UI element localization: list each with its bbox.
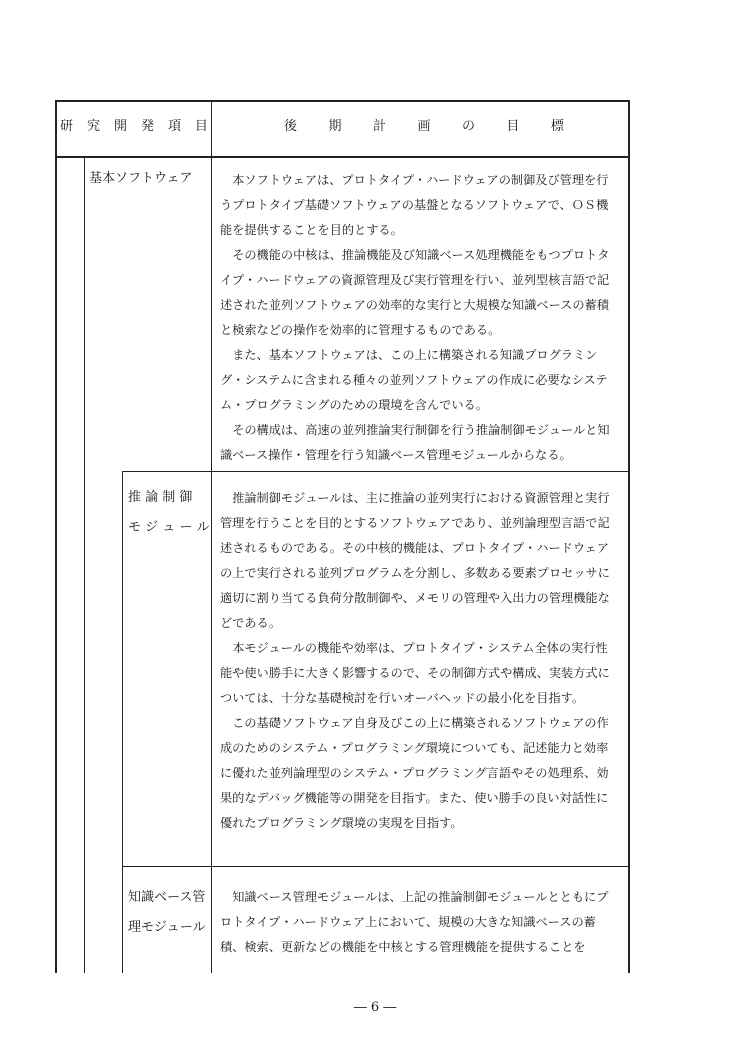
header-left-char: 究 bbox=[86, 119, 100, 134]
label-line: 基本ソフトウェア bbox=[89, 171, 193, 186]
section-divider-2 bbox=[122, 866, 629, 867]
header-left-char: 項 bbox=[167, 119, 181, 134]
header-left-char: 発 bbox=[140, 119, 154, 134]
page-number: ― 6 ― bbox=[353, 1000, 397, 1015]
header-research-item bbox=[60, 115, 208, 134]
label-line: 推 論 制 御 bbox=[128, 490, 193, 505]
table-top-border bbox=[55, 100, 629, 102]
header-left-char: 開 bbox=[113, 119, 127, 134]
paragraph: 推論制御モジュールは、主に推論の並列実行における資源管理と実行管理を行うことを目的とするソフトウェアであり、並列論理型言語で記述されるものである。その中核的機能は、プロトタイプ・ハードウェアの上で実行される並列プログラムを分割し、多数ある要素プロセッサに適切に割り当てる負荷分散制御や、メモリの管理や入出力の管理機能などである。 bbox=[220, 491, 610, 630]
paragraph: 本モジュールの機能や効率は、プロトタイプ・システム全体の実行性能や使い勝手に大きく影響するので、その制御方式や構成、実装方式については、十分な基礎検討を行いオーバヘッドの最小化を目指す。 bbox=[220, 641, 610, 705]
paragraph: 本ソフトウェアは、プロトタイプ・ハードウェアの制御及び管理を行うプロトタイプ基礎ソフトウェアの基盤となるソフトウェアで、ＯＳ機能を提供することを目的とする。 bbox=[220, 173, 609, 237]
header-left-char: 研 bbox=[60, 119, 74, 134]
paragraph: 知識ベース管理モジュールは、上記の推論制御モジュールとともにプロトタイプ・ハードウェア上において、規模の大きな知識ベースの蓄積、検索、更新などの機能を中核とする管理機能を提供することを bbox=[220, 890, 609, 954]
table-right-border bbox=[628, 100, 630, 973]
section-divider-1 bbox=[122, 471, 629, 472]
header-left-char: 目 bbox=[194, 119, 208, 134]
label-line: 理モジュール bbox=[128, 920, 206, 935]
header-right-char: 後 bbox=[284, 119, 298, 134]
header-right-char: 目 bbox=[506, 119, 520, 134]
header-bottom-border bbox=[55, 156, 629, 158]
label-line: 知識ベース管 bbox=[128, 890, 206, 905]
header-target bbox=[284, 115, 564, 134]
section-label-basic-software bbox=[89, 164, 192, 194]
header-right-char: の bbox=[461, 119, 475, 134]
header-right-char: 標 bbox=[550, 119, 564, 134]
column-divider bbox=[211, 100, 212, 973]
section-text-basic-software bbox=[220, 168, 612, 468]
paragraph: この基礎ソフトウェア自身及びこの上に構築されるソフトウェアの作成のためのシステム・プログラミング環境についても、記述能力と効率に優れた並列論理型のシステム・プログラミング言語やその処理系、効果的なデバッグ機能等の開発を目指す。また、使い勝手の良い対話性に優れたプログラミング環境の実現を目指す。 bbox=[220, 716, 609, 830]
section-label-inference-control bbox=[128, 483, 210, 543]
header-right-char: 期 bbox=[328, 119, 342, 134]
indent-line-level2 bbox=[122, 471, 123, 973]
paragraph: また、基本ソフトウェアは、この上に構築される知識プログラミング・システムに含まれる種々の並列ソフトウェアの作成に必要なシステム・プログラミングのための環境を含んでいる。 bbox=[220, 348, 608, 412]
section-label-knowledge-base bbox=[128, 883, 205, 943]
section-text-inference-control bbox=[220, 486, 612, 836]
table-left-border bbox=[55, 100, 57, 973]
paragraph: その構成は、高速の並列推論実行制御を行う推論制御モジュールと知識ベース操作・管理を行う知識ベース管理モジュールからなる。 bbox=[220, 423, 610, 462]
indent-line-level1 bbox=[84, 157, 85, 973]
header-right-char: 計 bbox=[372, 119, 386, 134]
label-line: モ ジ ュ ー ル bbox=[128, 520, 210, 535]
paragraph: その機能の中核は、推論機能及び知識ベース処理機能をもつプロトタイプ・ハードウェアの資源管理及び実行管理を行い、並列型核言語で記述された並列ソフトウェアの効率的な実行と大規模な知識ベースの蓄積と検索などの操作を効率的に管理するものである。 bbox=[220, 248, 610, 337]
section-text-knowledge-base bbox=[220, 885, 612, 960]
header-right-char: 画 bbox=[417, 119, 431, 134]
